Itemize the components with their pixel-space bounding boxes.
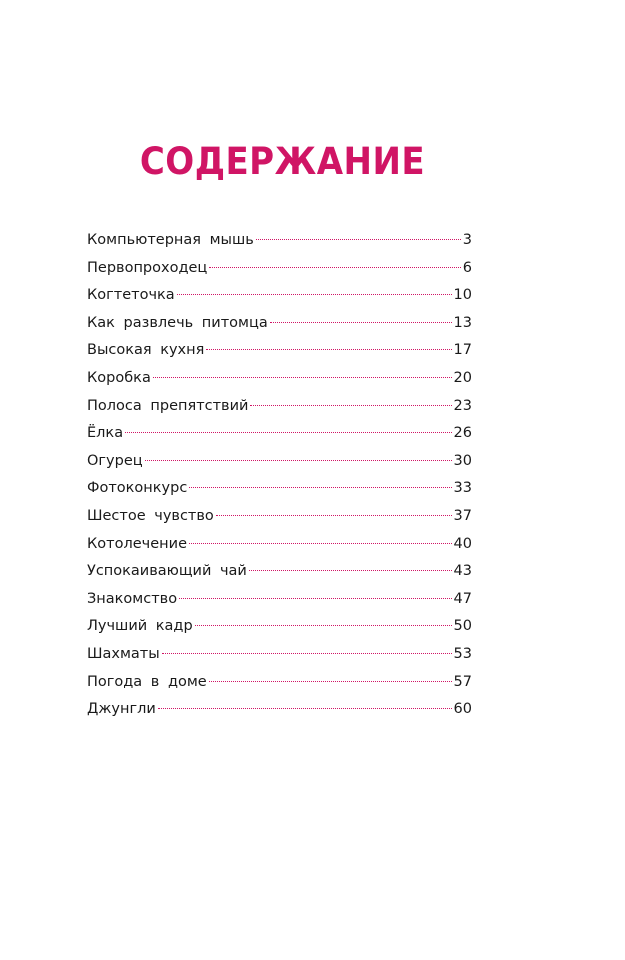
toc-entry [87,641,472,669]
toc-entry-title: Коробка [87,369,151,386]
toc-entry [87,393,472,421]
toc-entry-title: Котолечение [87,535,187,552]
toc-entry-page: 6 [462,259,472,276]
toc-entry-title: Ёлка [87,425,124,442]
dot-leader [158,708,452,709]
dot-leader [206,349,451,350]
dot-leader [145,460,452,461]
toc-entry-page: 57 [453,673,472,690]
toc-entry-page: 26 [453,425,472,442]
dot-leader [209,681,452,682]
toc-entry-title: Успокаивающий чай [87,563,247,580]
toc-entry [87,337,472,365]
toc-entry-title: Компьютерная мышь [87,232,254,248]
toc-entry-title: Фотоконкурс [87,480,188,497]
toc-entry-page: 3 [462,232,472,248]
dot-leader [256,239,461,240]
dot-leader [125,432,451,433]
toc-entry [87,255,472,283]
toc-entry [87,696,472,724]
dot-leader [189,487,451,488]
toc-entry [87,503,472,531]
toc-entry-page: 43 [453,563,472,580]
toc-entry-page: 30 [453,452,472,469]
toc-entry-title: Шахматы [87,645,160,662]
toc-entry [87,282,472,310]
toc-entry [87,586,472,614]
page-title: СОДЕРЖАНИЕ [139,140,426,183]
toc-entry-page: 53 [453,645,472,662]
dot-leader [216,515,452,516]
toc-entry-title: Когтеточка [87,287,175,304]
toc-entry [87,227,472,255]
table-of-contents [87,227,472,724]
toc-entry-title: Погода в доме [87,673,207,690]
toc-entry-title: Джунгли [87,701,156,718]
toc-entry-title: Высокая кухня [87,342,205,359]
dot-leader [270,322,452,323]
dot-leader [162,653,452,654]
toc-entry-title: Огурец [87,452,143,469]
toc-entry [87,558,472,586]
toc-entry-page: 20 [453,369,472,386]
toc-entry-page: 40 [453,535,472,552]
dot-leader [189,543,452,544]
toc-entry-page: 47 [453,590,472,607]
toc-entry [87,420,472,448]
toc-entry-page: 17 [453,342,472,359]
toc-entry [87,613,472,641]
toc-entry-page: 50 [453,618,472,635]
toc-entry-page: 23 [453,397,472,414]
toc-entry-title: Шестое чувство [87,507,214,524]
toc-entry-page: 10 [453,287,472,304]
toc-entry [87,448,472,476]
toc-entry [87,310,472,338]
toc-entry-page: 60 [453,701,472,718]
dot-leader [195,625,452,626]
dot-leader [153,377,452,378]
toc-entry-title: Как развлечь питомца [87,314,268,331]
dot-leader [249,570,452,571]
toc-entry-title: Лучший кадр [87,618,193,635]
toc-entry-title: Первопроходец [87,259,208,276]
toc-entry [87,669,472,697]
dot-leader [250,405,451,406]
toc-entry-title: Полоса препятствий [87,397,249,414]
toc-entry [87,531,472,559]
toc-entry-page: 37 [453,507,472,524]
dot-leader [177,294,452,295]
toc-entry-title: Знакомство [87,590,178,607]
dot-leader [209,267,460,268]
toc-entry-page: 13 [453,314,472,331]
toc-entry [87,475,472,503]
toc-entry-page: 33 [453,480,472,497]
dot-leader [179,598,451,599]
toc-entry [87,365,472,393]
